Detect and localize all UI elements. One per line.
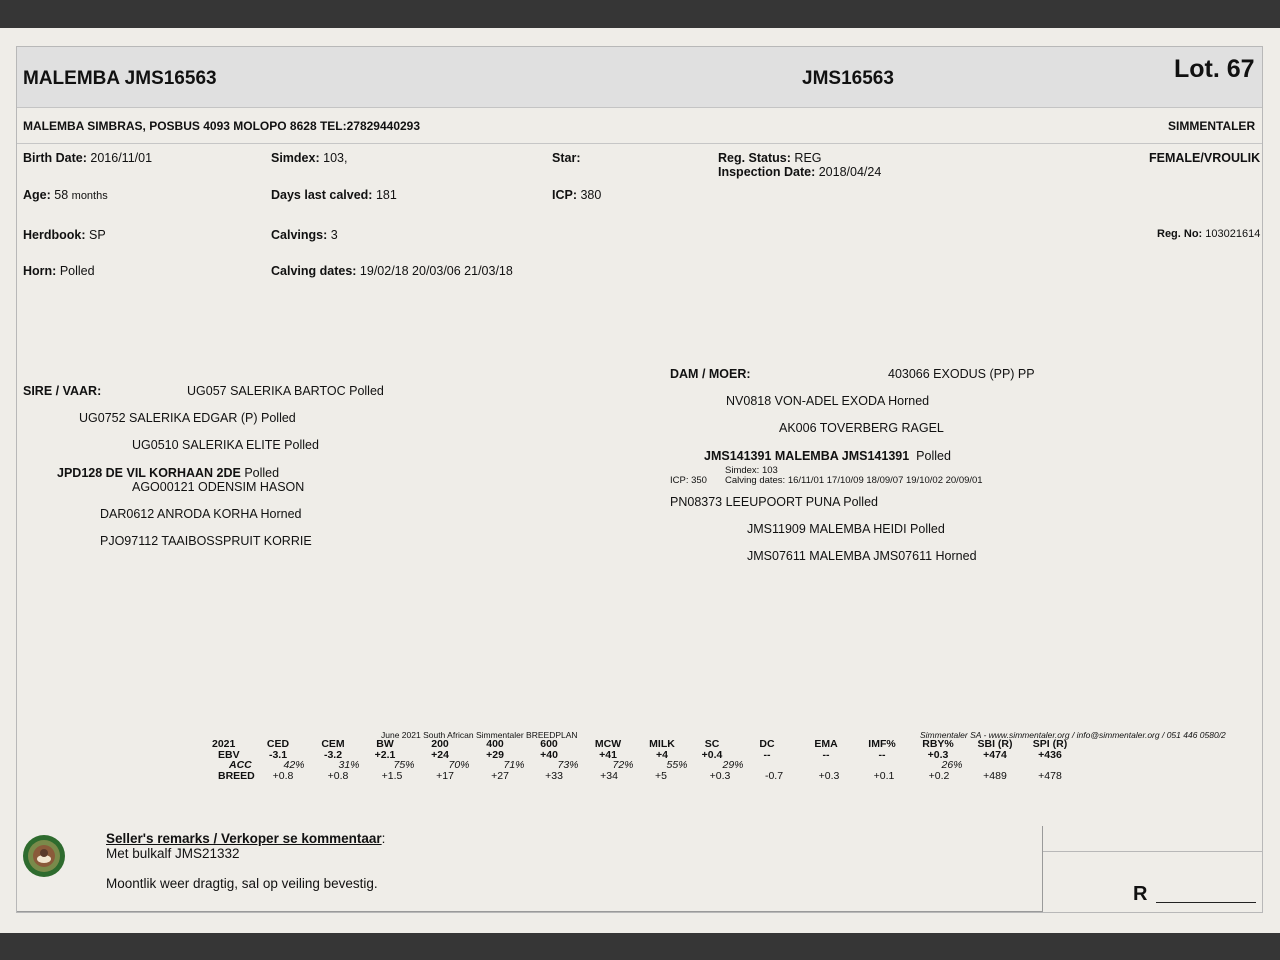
- inspection-label: Inspection Date:: [718, 165, 816, 179]
- ebv-column-header: EMA: [814, 738, 838, 750]
- acc-value: 31%: [338, 759, 360, 771]
- ebv-column-header: SPI (R): [1032, 738, 1068, 750]
- ebv-value: +41: [599, 749, 617, 761]
- regno-value: 103021614: [1205, 228, 1261, 240]
- ebv-year: 2021: [212, 738, 236, 750]
- ebv-column-header: SC: [704, 738, 720, 750]
- dam-calving-dates: Calving dates: 16/11/01 17/10/09 18/09/07 19/10/02 20/09/01: [725, 475, 983, 486]
- remarks-colon: :: [381, 831, 386, 846]
- ebv-value: +2.1: [374, 749, 396, 761]
- price-box-divider: [1043, 851, 1262, 852]
- ebv-value: +40: [540, 749, 558, 761]
- acc-value: 29%: [722, 759, 744, 771]
- price-field[interactable]: [1156, 902, 1256, 903]
- dam-dam: JMS11909 MALEMBA HEIDI Polled: [747, 522, 945, 536]
- breed-row-label: BREED: [218, 770, 255, 782]
- reg-status-value: REG: [794, 151, 822, 165]
- simmentaler-logo-icon: [22, 834, 66, 878]
- acc-value: 26%: [941, 759, 963, 771]
- breed-value: +0.3: [818, 770, 840, 782]
- acc-value: 72%: [612, 759, 634, 771]
- simdex-label: Simdex:: [271, 151, 320, 165]
- breed-value: +0.2: [928, 770, 950, 782]
- breed-value: +17: [436, 770, 454, 782]
- simdex-value: 103,: [323, 151, 348, 165]
- age-label: Age:: [23, 188, 51, 202]
- ebv-column-header: SBI (R): [977, 738, 1013, 750]
- dam-dam-sire: PN08373 LEEUPOORT PUNA Polled: [670, 495, 878, 509]
- breed-value: +478: [1038, 770, 1062, 782]
- days-label: Days last calved:: [271, 188, 373, 202]
- sire-dam-name: JPD128 DE VIL KORHAAN 2DE: [57, 466, 241, 480]
- inspection-value: 2018/04/24: [818, 165, 882, 179]
- sire-dam-dam-dam: PJO97112 TAAIBOSSPRUIT KORRIE: [100, 534, 312, 548]
- dam-sire-sire-sire: AK006 TOVERBERG RAGEL: [779, 421, 944, 435]
- ebv-value: +4: [656, 749, 668, 761]
- dam-name: JMS141391 MALEMBA JMS141391: [704, 449, 910, 463]
- animal-id: JMS16563: [802, 68, 894, 89]
- dam-label: DAM / MOER:: [670, 367, 751, 381]
- dam-icp: ICP: 350: [670, 475, 707, 486]
- remarks-line-2: Moontlik weer dragtig, sal op veiling bevestig.: [106, 876, 378, 891]
- acc-value: 42%: [283, 759, 305, 771]
- icp-label: ICP:: [552, 188, 577, 202]
- icp-value: 380: [580, 188, 602, 202]
- ebv-column-header: IMF%: [868, 738, 896, 750]
- ebv-column-header: 600: [540, 738, 558, 750]
- ebv-value: +0.3: [927, 749, 949, 761]
- ebv-value: +474: [983, 749, 1007, 761]
- breed-value: +0.3: [709, 770, 731, 782]
- age-unit: months: [71, 190, 108, 202]
- animal-name: MALEMBA JMS16563: [23, 68, 217, 89]
- calving-dates-label: Calving dates:: [271, 264, 357, 278]
- breedplan-title: June 2021 South African Simmentaler BREEDPLAN: [381, 730, 578, 740]
- ebv-value: +0.4: [701, 749, 723, 761]
- regno-label: Reg. No:: [1157, 228, 1203, 240]
- age-value: 58: [54, 188, 69, 202]
- ebv-column-header: RBY%: [922, 738, 954, 750]
- ebv-column-header: 200: [431, 738, 449, 750]
- calvings-value: 3: [330, 228, 338, 242]
- ebv-column-header: DC: [759, 738, 775, 750]
- sire-label: SIRE / VAAR:: [23, 384, 102, 398]
- acc-value: 70%: [448, 759, 470, 771]
- remarks-line-1: Met bulkalf JMS21332: [106, 846, 240, 861]
- ebv-value: --: [878, 749, 886, 761]
- ebv-column-header: 400: [486, 738, 504, 750]
- ebv-value: --: [822, 749, 830, 761]
- ebv-value: +29: [486, 749, 504, 761]
- sire: UG057 SALERIKA BARTOC Polled: [187, 384, 384, 398]
- ebv-column-header: MCW: [594, 738, 622, 750]
- breed-value: +0.8: [327, 770, 349, 782]
- dam-simdex: Simdex: 103: [725, 465, 778, 476]
- breed-value: +489: [983, 770, 1007, 782]
- breed-value: +33: [545, 770, 563, 782]
- acc-value: 71%: [503, 759, 525, 771]
- price-label: R: [1133, 883, 1148, 905]
- sire-dam-sire: AGO00121 ODENSIM HASON: [132, 480, 305, 494]
- breed-value: +34: [600, 770, 618, 782]
- calvings-label: Calvings:: [271, 228, 328, 242]
- ebv-row-label: EBV: [218, 749, 240, 761]
- herdbook-value: SP: [88, 228, 106, 242]
- breedplan-contact: Simmentaler SA - www.simmentaler.org / info@simmentaler.org / 051 446 0580/2: [920, 730, 1226, 740]
- ebv-column-header: CEM: [321, 738, 345, 750]
- breed-value: -0.7: [764, 770, 784, 782]
- lot-number: Lot. 67: [1174, 55, 1255, 83]
- acc-value: 75%: [393, 759, 415, 771]
- days-value: 181: [375, 188, 397, 202]
- dam-sire-sire: NV0818 VON-ADEL EXODA Horned: [726, 394, 930, 408]
- breed-value: +27: [491, 770, 509, 782]
- ebv-column-header: CED: [266, 738, 290, 750]
- dam-horn: Polled: [916, 449, 951, 463]
- ebv-value: --: [763, 749, 771, 761]
- ebv-value: -3.1: [268, 749, 288, 761]
- breed-value: +0.8: [272, 770, 294, 782]
- acc-value: 55%: [666, 759, 688, 771]
- horn-label: Horn:: [23, 264, 57, 278]
- sire-sire: UG0752 SALERIKA EDGAR (P) Polled: [79, 411, 296, 425]
- sire-dam-horn: Polled: [244, 466, 280, 480]
- dam-sire: 403066 EXODUS (PP) PP: [888, 367, 1035, 381]
- remarks-heading-text: Seller's remarks / Verkoper se kommentaar: [106, 831, 382, 846]
- reg-status-label: Reg. Status:: [718, 151, 791, 165]
- birth-value: 2016/11/01: [90, 151, 153, 165]
- calving-dates-value: 19/02/18 20/03/06 21/03/18: [359, 264, 513, 278]
- acc-value: 73%: [557, 759, 579, 771]
- breed-value: +1.5: [381, 770, 403, 782]
- star-label: Star:: [552, 151, 581, 165]
- ebv-column-header: MILK: [649, 738, 675, 750]
- ebv-value: +436: [1038, 749, 1062, 761]
- breed-label: SIMMENTALER: [1168, 119, 1256, 133]
- sire-sire-sire: UG0510 SALERIKA ELITE Polled: [132, 438, 319, 452]
- herdbook-label: Herdbook:: [23, 228, 86, 242]
- sex-label: FEMALE/VROULIK: [1149, 151, 1261, 165]
- ebv-column-header: BW: [376, 738, 394, 750]
- remarks-heading: [106, 831, 385, 846]
- sire-dam-dam: DAR0612 ANRODA KORHA Horned: [100, 507, 302, 521]
- acc-row-label: ACC: [229, 759, 252, 771]
- ebv-value: +24: [431, 749, 449, 761]
- birth-label: Birth Date:: [23, 151, 87, 165]
- breed-value: +5: [655, 770, 667, 782]
- breed-value: +0.1: [873, 770, 895, 782]
- horn-value: Polled: [59, 264, 95, 278]
- owner-line: MALEMBA SIMBRAS, POSBUS 4093 MOLOPO 8628 TEL:27829440293: [23, 119, 421, 133]
- dam-dam-dam: JMS07611 MALEMBA JMS07611 Horned: [747, 549, 977, 563]
- bottom-bar: [0, 933, 1280, 960]
- ebv-value: -3.2: [323, 749, 343, 761]
